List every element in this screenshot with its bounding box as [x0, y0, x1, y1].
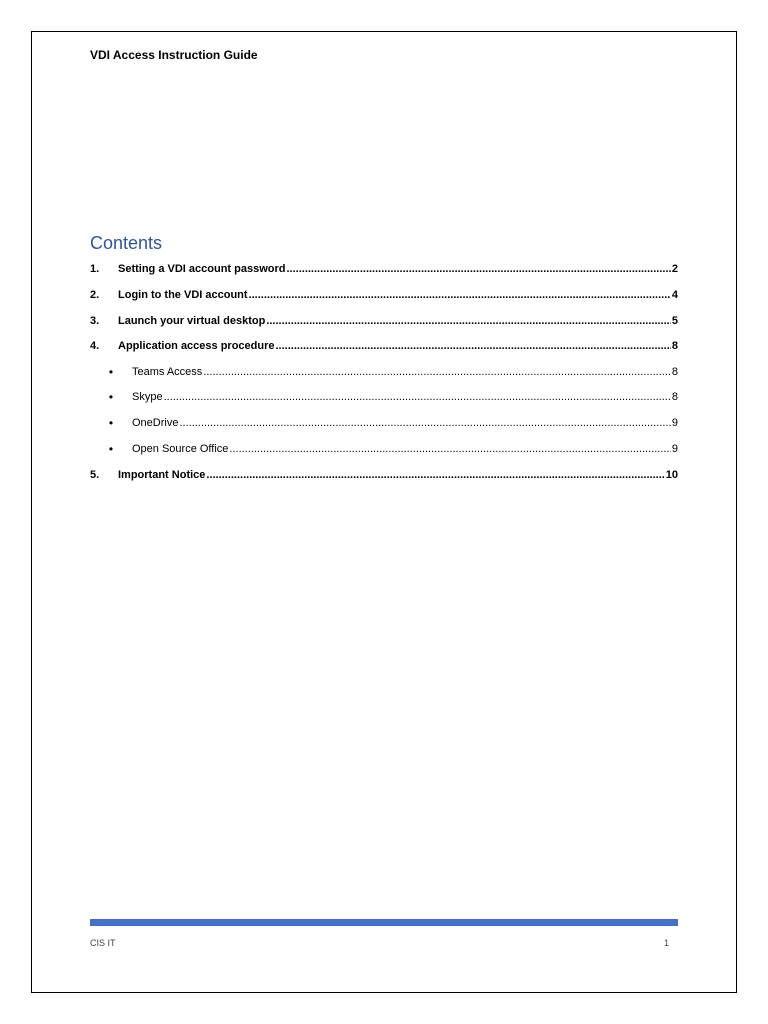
- toc-entry-page: 2: [671, 263, 678, 275]
- toc-dot-leader: [276, 339, 671, 353]
- toc-entry-label: Launch your virtual desktop: [118, 315, 266, 327]
- bullet-icon: •: [108, 390, 114, 404]
- toc-dot-leader: [179, 416, 670, 430]
- toc-entry-page: 10: [665, 469, 678, 481]
- toc-entry-label: Teams Access: [132, 366, 203, 378]
- toc-subentry-teams-access[interactable]: [90, 361, 678, 379]
- toc-entry-label: OneDrive: [132, 417, 179, 429]
- toc-entry-page: 8: [671, 391, 678, 403]
- page-border: [31, 31, 737, 993]
- toc-entry-label: Setting a VDI account password: [118, 263, 286, 275]
- toc-entry-number: 3.: [90, 315, 100, 327]
- toc-dot-leader: [203, 365, 671, 379]
- toc-dot-leader: [286, 262, 670, 276]
- toc-subentry-onedrive[interactable]: [90, 412, 678, 430]
- toc-entry-page: 5: [671, 315, 678, 327]
- toc-entry-1[interactable]: [90, 258, 678, 276]
- toc-subentry-open-source-office[interactable]: [90, 438, 678, 456]
- toc-entry-3[interactable]: [90, 310, 678, 328]
- contents-heading: Contents: [90, 233, 163, 253]
- toc-entry-2[interactable]: [90, 284, 678, 302]
- toc-dot-leader: [249, 288, 671, 302]
- toc-entry-4[interactable]: [90, 335, 678, 353]
- toc-dot-leader: [206, 468, 664, 482]
- toc-entry-number: 5.: [90, 469, 100, 481]
- document-header-title: VDI Access Instruction Guide: [90, 48, 258, 62]
- toc-entry-number: 1.: [90, 263, 100, 275]
- bullet-icon: •: [108, 416, 114, 430]
- toc-entry-page: 9: [671, 443, 678, 455]
- toc-entry-page: 8: [671, 366, 678, 378]
- bullet-icon: •: [108, 365, 114, 379]
- toc-entry-5[interactable]: [90, 464, 678, 482]
- toc-entry-number: 4.: [90, 340, 100, 352]
- toc-dot-leader: [229, 442, 670, 456]
- footer-page-number: 1: [664, 938, 670, 948]
- toc-entry-page: 9: [671, 417, 678, 429]
- toc-subentry-skype[interactable]: [90, 386, 678, 404]
- toc-entry-label: Login to the VDI account: [118, 289, 248, 301]
- toc-dot-leader: [266, 314, 671, 328]
- toc-entry-label: Skype: [132, 391, 163, 403]
- toc-entry-label: Application access procedure: [118, 340, 275, 352]
- bullet-icon: •: [108, 442, 114, 456]
- toc-entry-number: 2.: [90, 289, 100, 301]
- footer-accent-bar: [90, 919, 678, 926]
- toc-dot-leader: [164, 390, 671, 404]
- toc-entry-page: 8: [671, 340, 678, 352]
- footer-organization: CIS IT: [90, 938, 116, 948]
- toc-entry-label: Important Notice: [118, 469, 206, 481]
- toc-entry-page: 4: [671, 289, 678, 301]
- toc-entry-label: Open Source Office: [132, 443, 229, 455]
